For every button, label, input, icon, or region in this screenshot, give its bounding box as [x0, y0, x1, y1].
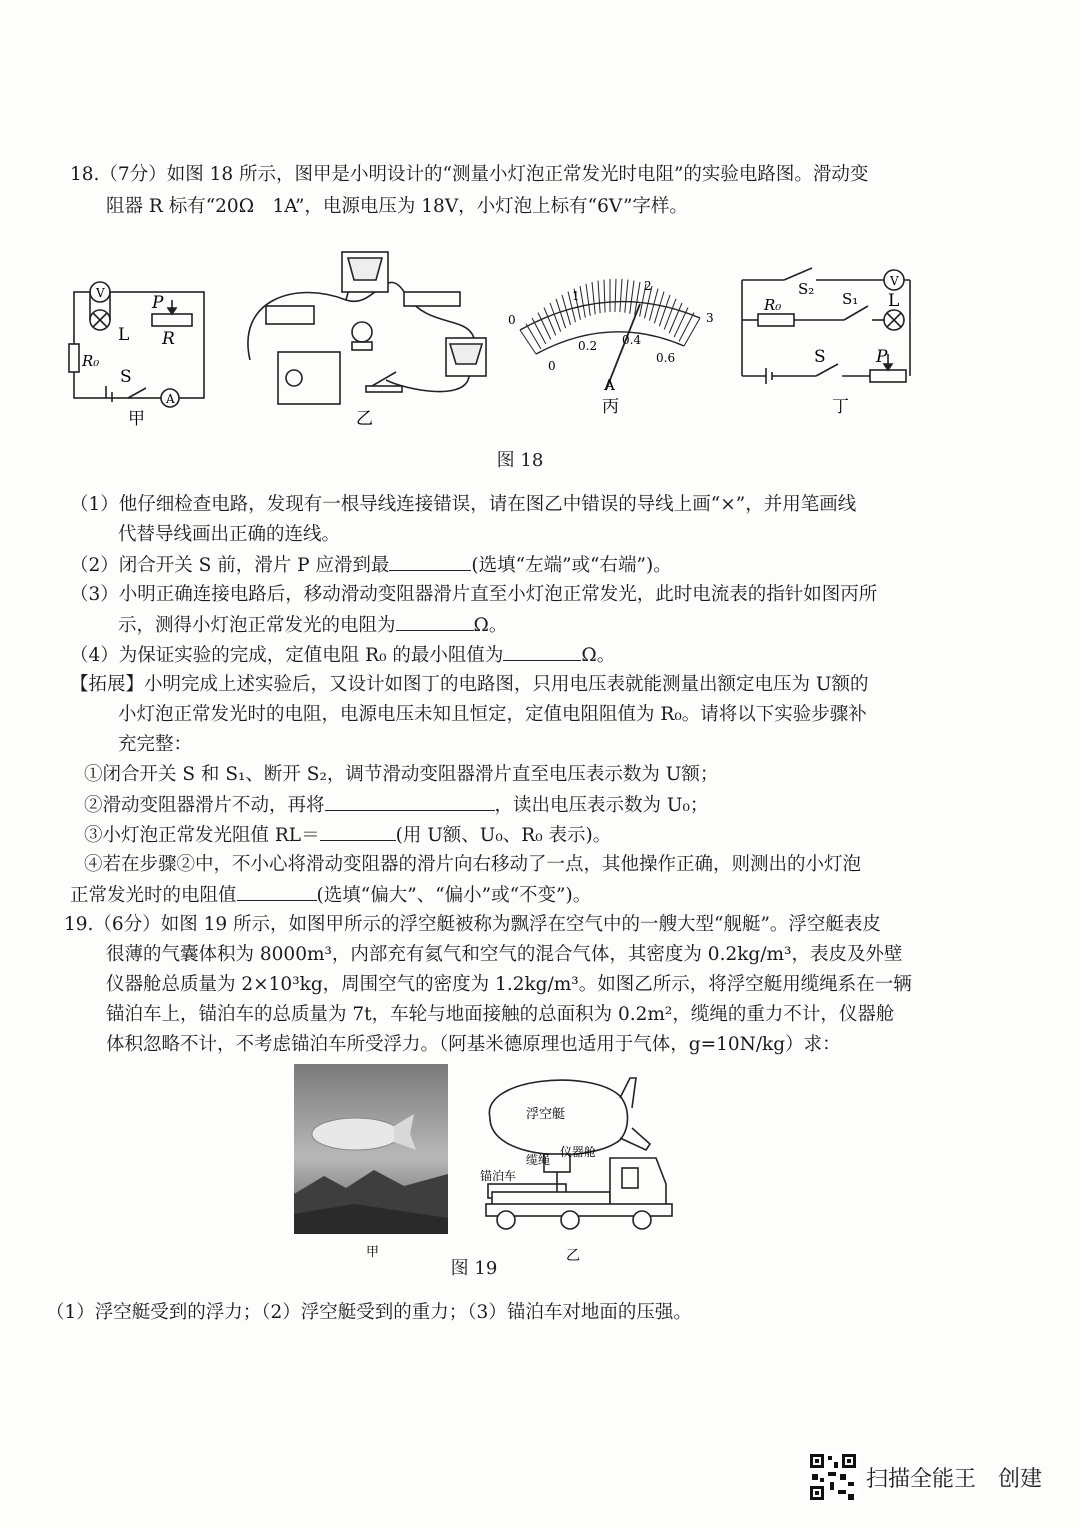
q18-step4-line1: ④若在步骤②中，不小心将滑动变阻器的滑片向右移动了一点，其他操作正确，则测出的小灯泡	[84, 854, 862, 875]
figure-19-jia-photo	[294, 1064, 450, 1264]
dial-tick	[630, 281, 634, 314]
q18-ext-line2: 小灯泡正常发光时的电阻，电源电压未知且恒定，定值电阻阻值为 R₀。请将以下实验步骤补	[118, 704, 867, 725]
answer-blank-sub2[interactable]	[389, 550, 471, 571]
q18-sub4-text-b: Ω。	[581, 645, 616, 666]
q18-sub4	[70, 640, 615, 671]
r0-label-ding: R₀	[764, 296, 782, 314]
q18-step2-text-b: ，读出电压表示数为 U₀；	[494, 795, 709, 816]
figure-yi-caption: 乙	[356, 409, 373, 429]
s1-label: S₁	[842, 290, 859, 308]
q18-step4-text-b: 正常发光时的电阻值	[70, 885, 237, 906]
dial-tick	[544, 308, 556, 336]
q18-step3-text-b: (用 U额、U₀、R₀ 表示)。	[395, 825, 612, 846]
lamp-label: L	[118, 325, 130, 345]
dial-tick	[625, 280, 628, 313]
q18-step4-text-c: (选填“偏大”、“偏小”或“不变”)。	[316, 885, 592, 906]
q18-sub3-line2	[118, 610, 507, 641]
figure-18-caption: 图 18	[496, 450, 544, 471]
q18-text-line1: 18.（7分）如图 18 所示，图甲是小明设计的“测量小灯泡正常发光时电阻”的实验电路图。滑动变	[70, 164, 869, 185]
figure-19-yi-diagram	[470, 1068, 678, 1264]
dial-tick	[684, 318, 700, 346]
dial-tick	[615, 279, 616, 312]
q18-sub1-line1: （1）他仔细检查电路，发现有一根导线连接错误，请在图乙中错误的导线上画“×”，并用笔画线	[70, 494, 857, 515]
voltmeter-label-ding: V	[890, 274, 899, 288]
q18-sub4-text-a: （4）为保证实验的完成，定值电阻 R₀ 的最小阻值为	[70, 645, 504, 666]
airship-label: 浮空艇	[526, 1107, 566, 1122]
dial-tick	[674, 308, 688, 337]
q18-step3-text-a: ③小灯泡正常发光阻值 RL＝	[84, 825, 320, 846]
answer-blank-step2[interactable]	[325, 790, 495, 811]
figure-ding-circuit	[734, 258, 920, 422]
scale-lower-0.6: 0.6	[656, 351, 676, 365]
q18-sub3-text-c: Ω。	[473, 615, 508, 636]
q18-sub1-line2: 代替导线画出正确的连线。	[118, 524, 341, 545]
scale-upper-1: 1	[572, 289, 580, 303]
scanner-footer-text: 扫描全能王 创建	[866, 1466, 1043, 1492]
q18-sub2-text-b: (选填“左端”或“右端”)。	[471, 555, 672, 576]
answer-blank-sub4[interactable]	[503, 640, 581, 661]
switch-label: S	[120, 367, 132, 387]
figure-jia-circuit	[66, 278, 216, 428]
dial-tick	[526, 324, 541, 349]
q19-text-line5: 体积忽略不计，不考虑锚泊车所受浮力。（阿基米德原理也适用于气体，g=10N/kg）求：	[106, 1034, 841, 1055]
slider-label: P	[152, 293, 164, 313]
ammeter-label: A	[166, 392, 175, 406]
lamp-label-ding: L	[888, 291, 900, 311]
s2-label: S₂	[798, 280, 815, 298]
q18-sub3-line1: （3）小明正确连接电路后，移动滑动变阻器滑片直至小灯泡正常发光，此时电流表的指针如图丙所	[70, 584, 878, 605]
dial-tick	[604, 280, 605, 313]
dial-tick	[580, 286, 585, 318]
answer-blank-step3[interactable]	[320, 820, 396, 841]
cabin-label: 仪器舱	[560, 1145, 597, 1159]
dial-tick	[520, 330, 536, 354]
rheostat-label: R	[162, 329, 175, 349]
figure-19-yi-caption: 乙	[566, 1248, 580, 1264]
dial-tick	[679, 313, 694, 342]
q19-text-line4: 锚泊车上，锚泊车的总质量为 7t，车轮与地面接触的总面积为 0.2m²，缆绳的重力不计，仪器舱	[106, 1004, 895, 1025]
q18-ext-line3: 充完整：	[118, 734, 193, 755]
q18-step2	[84, 790, 708, 821]
figure-19-jia-caption: 甲	[366, 1245, 380, 1260]
dial-tick	[659, 295, 670, 326]
r0-label: R₀	[82, 352, 100, 370]
q19-questions: （1）浮空艇受到的浮力；（2）浮空艇受到的重力；（3）锚泊车对地面的压强。	[46, 1302, 692, 1323]
s-label-ding: S	[814, 347, 826, 367]
scale-upper-3: 3	[706, 311, 714, 325]
q18-sub2-text-a: （2）闭合开关 S 前，滑片 P 应滑到最	[70, 555, 390, 576]
figure-ding-caption: 丁	[832, 397, 849, 417]
dial-tick	[592, 282, 595, 314]
figure-yi-apparatus	[236, 240, 492, 430]
scanner-footer	[808, 1452, 1042, 1502]
scale-lower-0.4: 0.4	[622, 333, 642, 347]
dial-tick	[620, 279, 622, 312]
scale-lower-0.2: 0.2	[578, 339, 598, 353]
dial-tick	[598, 281, 600, 314]
slider-label-ding: P	[876, 347, 888, 367]
scale-upper-0: 0	[508, 313, 516, 327]
figure-bing-ammeter-dial	[500, 270, 726, 426]
scale-upper-2: 2	[644, 279, 652, 293]
q19-text-line3: 仪器舱总质量为 2×10³kg，周围空气的密度为 1.2kg/m³。如图乙所示，将浮空艇用缆绳系在一辆	[106, 974, 912, 995]
q18-text-line2: 阻器 R 标有“20Ω 1A”，电源电压为 18V，小灯泡上标有“6V”字样。	[106, 196, 688, 217]
figure-jia-caption: 甲	[128, 409, 145, 428]
q18-sub2	[70, 550, 672, 581]
figure-19-caption: 图 19	[450, 1258, 498, 1279]
figure-bing-caption: 丙	[602, 397, 619, 417]
scale-lower-0: 0	[548, 359, 556, 373]
dial-tick	[586, 284, 590, 316]
qr-code-icon	[808, 1452, 858, 1502]
q18-step1: ①闭合开关 S 和 S₁、断开 S₂，调节滑动变阻器滑片直至电压表示数为 U额；	[84, 764, 719, 785]
q18-step3	[84, 820, 611, 851]
q18-step4-line2	[70, 880, 591, 911]
answer-blank-step4[interactable]	[237, 880, 317, 901]
q18-ext-line1: 【拓展】小明完成上述实验后，又设计如图丁的电路图，只用电压表就能测量出额定电压为 U额的	[70, 674, 869, 695]
cable-label: 缆绳	[526, 1153, 551, 1167]
q18-sub3-text-b: 示，测得小灯泡正常发光的电阻为	[118, 615, 396, 636]
voltmeter-label: V	[96, 286, 105, 300]
dial-tick	[532, 318, 546, 344]
dial-tick	[664, 299, 676, 330]
ammeter-unit: A	[604, 376, 615, 394]
q19-text-line1: 19.（6分）如图 19 所示，如图甲所示的浮空艇被称为飘浮在空气中的一艘大型“舰艇”。浮空艇表皮	[64, 914, 881, 935]
q18-step2-text-a: ②滑动变阻器滑片不动，再将	[84, 795, 325, 816]
answer-blank-sub3[interactable]	[396, 610, 474, 631]
q19-text-line2: 很薄的气囊体积为 8000m³，内部充有氦气和空气的混合气体，其密度为 0.2kg/m³，表皮及外壁	[106, 944, 903, 965]
truck-label: 锚泊车	[480, 1169, 517, 1183]
